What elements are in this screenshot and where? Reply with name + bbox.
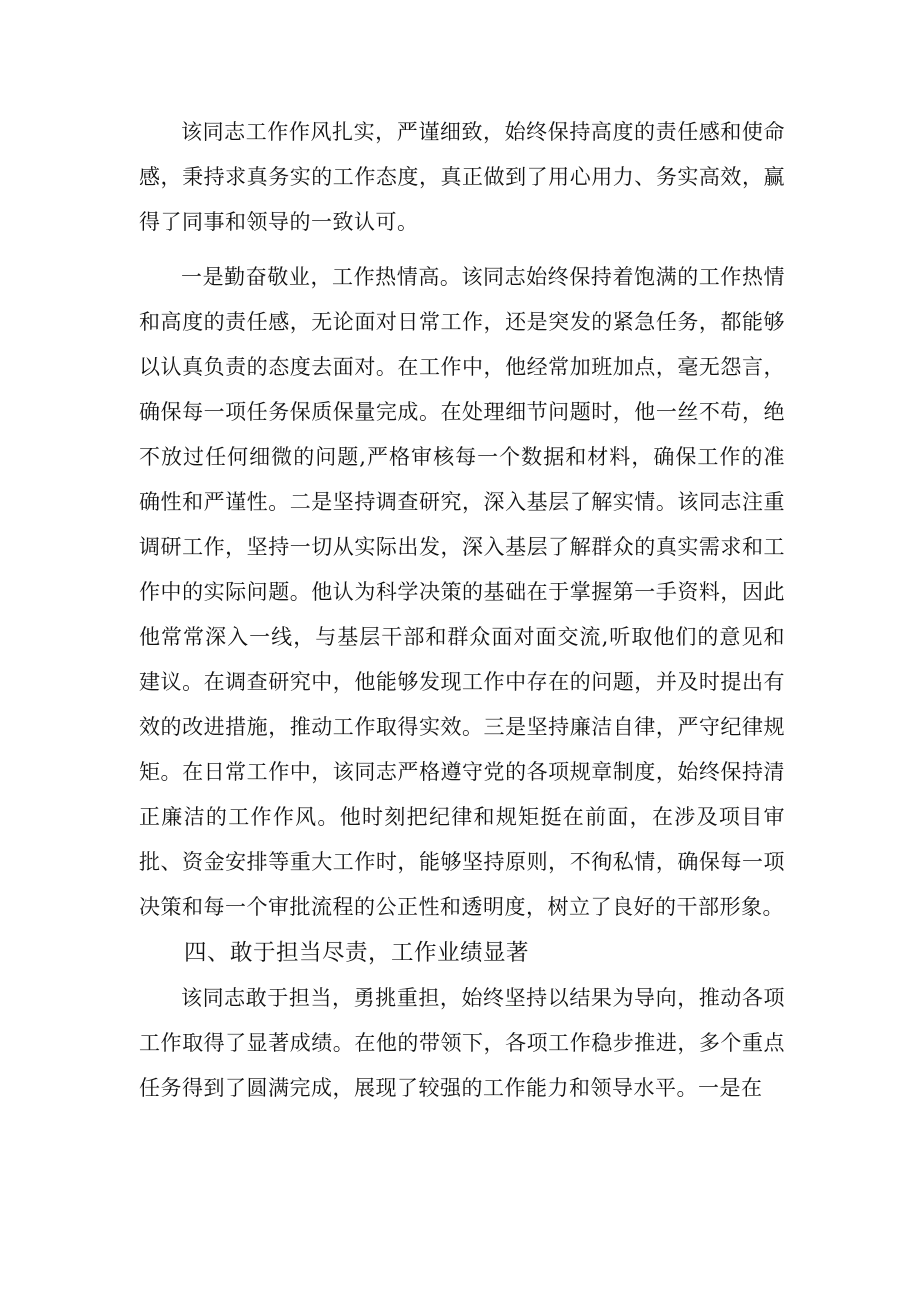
paragraph-responsibility-results: 该同志敢于担当，勇挑重担，始终坚持以结果为导向，推动各项工作取得了显著成绩。在他的带领下，各项工作稳步推进，多个重点任务得到了圆满完成，展现了较强的工作能力和领导水平。一是在	[139, 986, 785, 1100]
paragraph-diligence-research-integrity: 一是勤奋敬业，工作热情高。该同志始终保持着饱满的工作热情和高度的责任感，无论面对日常工作，还是突发的紧急任务，都能够以认真负责的态度去面对。在工作中，他经常加班加点，毫无怨言，确保每一项任务保质保量完成。在处理细节问题时，他一丝不苟，绝不放过任何细微的问题,严格审核每一个数据和材料，确保工作的准确性和严谨性。二是坚持调查研究，深入基层了解实情。该同志注重调研工作，坚持一切从实际出发，深入基层了解群众的真实需求和工作中的实际问题。他认为科学决策的基础在于掌握第一手资料，因此他常常深入一线，与基层干部和群众面对面交流,听取他们的意见和建议。在调查研究中，他能够发现工作中存在的问题，并及时提出有效的改进措施，推动工作取得实效。三是坚持廉洁自律，严守纪律规矩。在日常工作中，该同志严格遵守党的各项规章制度，始终保持清正廉洁的工作作风。他时刻把纪律和规矩挺在前面，在涉及项目审批、资金安排等重大工作时，能够坚持原则，不徇私情，确保每一项决策和每一个审批流程的公正性和透明度，树立了良好的干部形象。	[139, 265, 785, 919]
paragraph-work-style: 该同志工作作风扎实，严谨细致，始终保持高度的责任感和使命感，秉持求真务实的工作态度，真正做到了用心用力、务实高效，赢得了同事和领导的一致认可。	[139, 120, 785, 234]
section-heading-four: 四、敢于担当尽责，工作业绩显著	[184, 940, 530, 966]
document-body	[139, 110, 785, 1111]
